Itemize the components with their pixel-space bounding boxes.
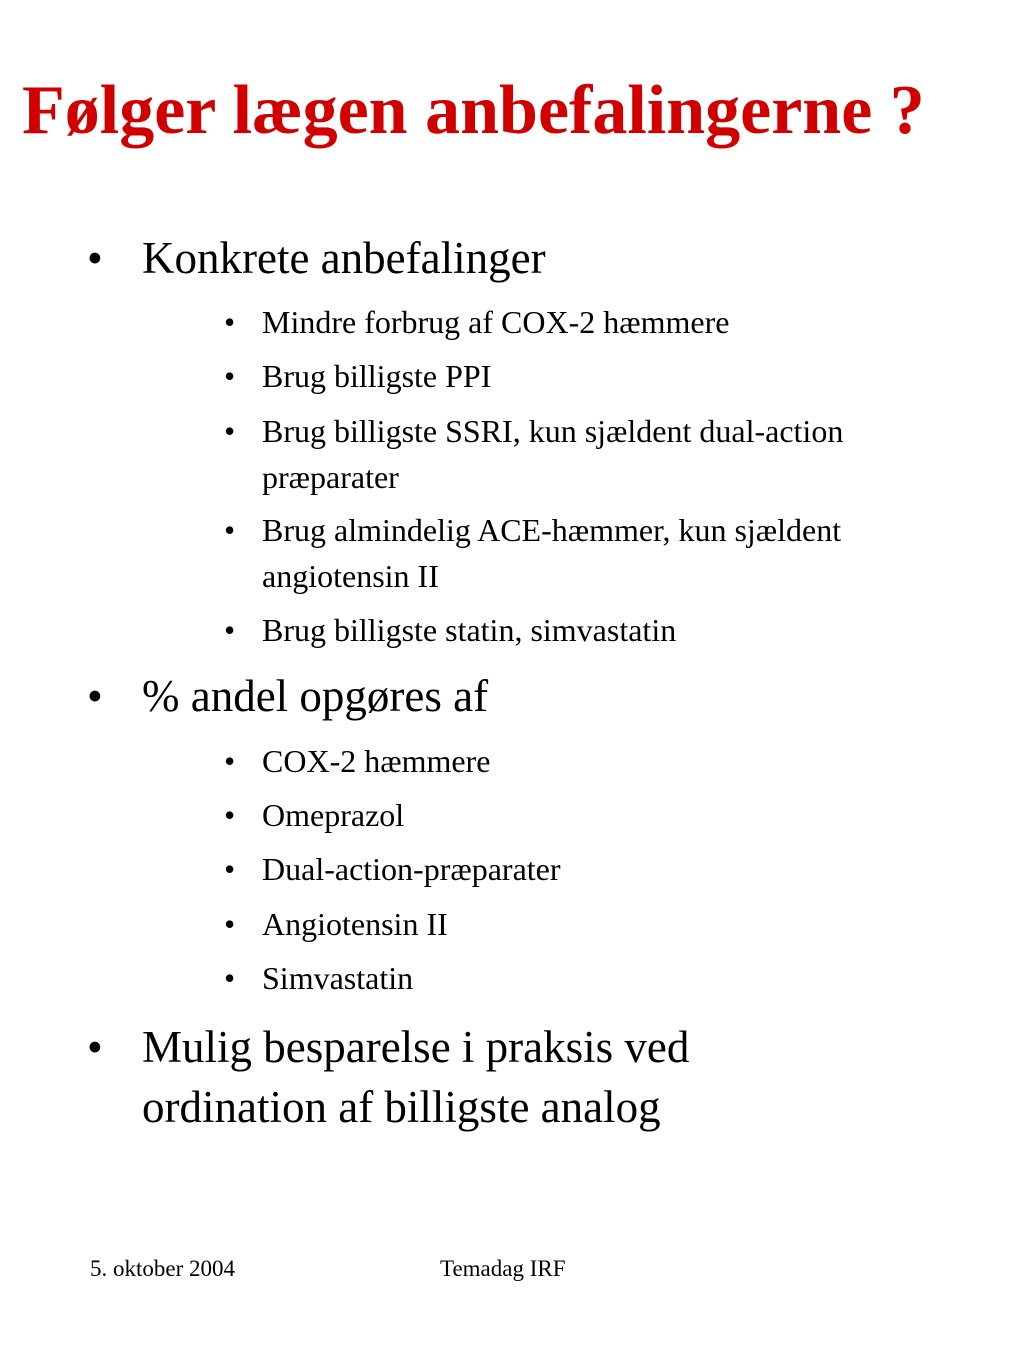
bullet-dot-icon: •: [224, 413, 236, 449]
sub-bullet-text: Angiotensin II: [262, 906, 448, 942]
bullet-text: Konkrete anbefalinger: [142, 233, 546, 283]
sub-bullet-text: Brug billigste PPI: [262, 358, 492, 394]
bullet-dot-icon: •: [224, 797, 236, 833]
bullet-dot-icon: •: [224, 960, 236, 996]
sub-bullet-text: Brug billigste statin, simvastatin: [262, 612, 677, 648]
bullet-dot-icon: •: [224, 512, 236, 548]
bullet-mulig-besparelse: [87, 1017, 842, 1137]
sub-bullet: [224, 607, 872, 653]
sub-bullet-text: Dual-action-præparater: [262, 851, 561, 887]
sub-bullet: [224, 901, 872, 947]
sub-bullet-text: Mindre forbrug af COX-2 hæmmere: [262, 304, 730, 340]
bullet-dot-icon: •: [87, 671, 103, 721]
footer-event: Temadag IRF: [440, 1256, 566, 1281]
sub-bullet-text: Omeprazol: [262, 797, 405, 833]
sub-bullet-text: Simvastatin: [262, 960, 414, 996]
bullet-text: % andel opgøres af: [142, 671, 489, 721]
sub-bullet: [224, 955, 872, 1001]
bullet-dot-icon: •: [87, 233, 103, 283]
bullet-dot-icon: •: [224, 906, 236, 942]
sub-bullet: [224, 408, 872, 500]
bullet-dot-icon: •: [224, 851, 236, 887]
sub-bullet-text: COX-2 hæmmere: [262, 743, 491, 779]
sub-bullet: [224, 846, 872, 892]
sub-bullet: [224, 792, 872, 838]
sub-bullet: [224, 507, 872, 599]
sub-bullet: [224, 738, 872, 784]
slide-title: Følger lægen anbefalingerne ?: [22, 72, 925, 149]
sub-bullet: [224, 353, 872, 399]
bullet-dot-icon: •: [87, 1022, 103, 1072]
bullet-dot-icon: •: [224, 358, 236, 394]
sub-bullet-text: Brug almindelig ACE-hæmmer, kun sjældent angiotensin II: [262, 512, 842, 594]
footer-date: 5. oktober 2004: [90, 1256, 236, 1281]
bullet-konkrete-anbefalinger: [87, 228, 862, 288]
bullet-dot-icon: •: [224, 743, 236, 779]
bullet-dot-icon: •: [224, 304, 236, 340]
bullet-dot-icon: •: [224, 612, 236, 648]
bullet-andel-opgoeres: [87, 666, 862, 726]
sub-bullet: [224, 299, 872, 345]
sub-bullet-text: Brug billigste SSRI, kun sjældent dual-action præparater: [262, 413, 844, 495]
bullet-text: Mulig besparelse i praksis ved ordination af billigste analog: [142, 1022, 690, 1132]
